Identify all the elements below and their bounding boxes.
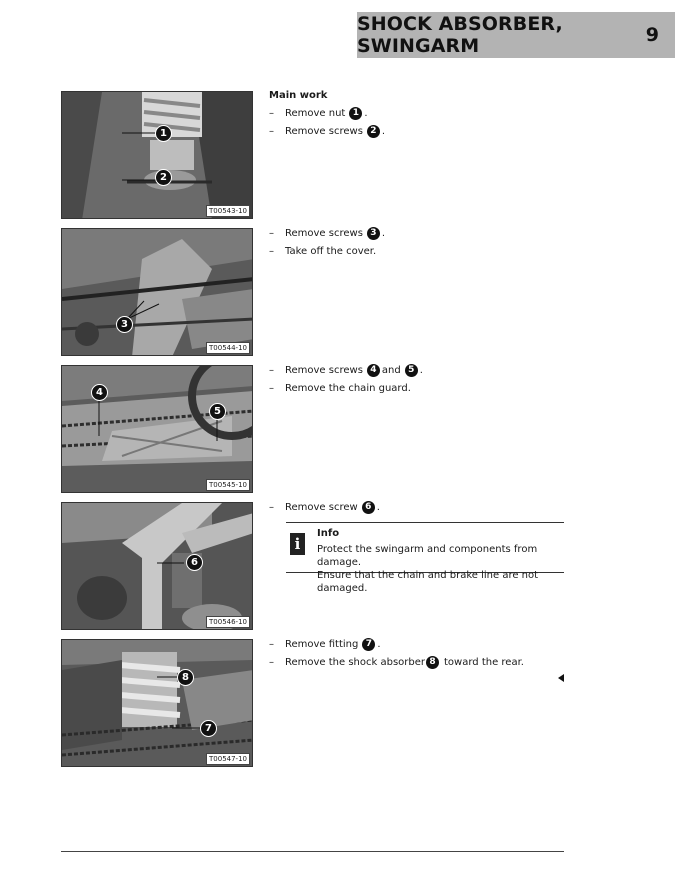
- callout-5: 5: [209, 403, 226, 420]
- step-connector: and: [381, 364, 401, 376]
- list-dash: –: [269, 364, 274, 376]
- step-remove-fitting-7: [269, 635, 524, 653]
- footer-divider: [61, 851, 564, 852]
- section-heading: Main work: [269, 90, 328, 101]
- figure-code: T00547-10: [206, 753, 250, 765]
- step-group-screw-6: [269, 498, 380, 516]
- list-dash: –: [269, 382, 274, 394]
- main-work-section: [269, 90, 385, 140]
- callout-7: 7: [200, 720, 217, 737]
- list-dash: –: [269, 501, 274, 513]
- info-title: Info: [317, 528, 340, 539]
- callout-1: 1: [155, 125, 172, 142]
- step-text: Take off the cover.: [285, 245, 377, 257]
- figure-cover: [61, 228, 253, 356]
- callout-4: 4: [91, 384, 108, 401]
- callout-2: 2: [155, 169, 172, 186]
- list-dash: –: [269, 107, 274, 119]
- step-remove-screw-6: [269, 498, 380, 516]
- step-remove-screws-2: [269, 122, 385, 140]
- step-suffix: .: [376, 501, 380, 513]
- step-remove-nut: [269, 104, 385, 122]
- figure-code: T00545-10: [206, 479, 250, 491]
- step-number-badge: 5: [405, 364, 418, 377]
- step-number-badge: 8: [426, 656, 439, 669]
- step-number-badge: 4: [367, 364, 380, 377]
- callout-8: 8: [177, 669, 194, 686]
- step-suffix: .: [364, 107, 368, 119]
- photo-chain-guard: [62, 366, 253, 493]
- step-text: Remove fitting: [285, 638, 359, 650]
- figure-shock-removal: [61, 639, 253, 767]
- section-end-marker: [558, 674, 564, 682]
- step-group-cover: [269, 224, 385, 260]
- photo-frame: [62, 503, 253, 630]
- info-line-2: Ensure that the chain and brake line are not damaged.: [317, 570, 539, 594]
- step-text: Remove screws: [285, 125, 363, 137]
- step-take-off-cover: [269, 242, 385, 260]
- step-suffix: .: [381, 227, 386, 239]
- step-remove-shock-absorber: [269, 653, 524, 671]
- step-number-badge: 2: [367, 125, 380, 138]
- list-dash: –: [269, 227, 274, 239]
- step-number-badge: 3: [367, 227, 380, 240]
- step-number-badge: 7: [362, 638, 375, 651]
- figure-chain-guard: [61, 365, 253, 493]
- list-dash: –: [269, 638, 274, 650]
- chapter-number: 9: [645, 24, 659, 46]
- figure-code: T00544-10: [206, 342, 250, 354]
- figure-code: T00543-10: [206, 205, 250, 217]
- step-text: Remove screws: [285, 227, 363, 239]
- step-number-badge: 1: [349, 107, 362, 120]
- step-text: Remove nut: [285, 107, 346, 119]
- step-remove-screws-3: [269, 224, 385, 242]
- step-number-badge: 6: [362, 501, 375, 514]
- figure-shock-top: [61, 91, 253, 219]
- step-text: Remove the shock absorber: [285, 656, 426, 668]
- page-header: [357, 12, 675, 58]
- step-text: Remove screws: [285, 364, 363, 376]
- callout-6: 6: [186, 554, 203, 571]
- step-group-chain-guard: [269, 361, 423, 397]
- page-title: SHOCK ABSORBER, SWINGARM: [357, 13, 563, 57]
- list-dash: –: [269, 656, 274, 668]
- list-dash: –: [269, 245, 274, 257]
- step-text: Remove the chain guard.: [285, 382, 411, 394]
- step-suffix: .: [419, 364, 423, 376]
- callout-3: 3: [116, 316, 133, 333]
- info-text: [317, 543, 564, 595]
- figure-code: T00546-10: [206, 616, 250, 628]
- step-remove-chain-guard: [269, 379, 423, 397]
- figure-screw-6: [61, 502, 253, 630]
- info-box: [286, 522, 564, 594]
- step-suffix: .: [381, 125, 386, 137]
- photo-cover: [62, 229, 253, 356]
- step-tail: toward the rear.: [444, 656, 524, 668]
- photo-shock-top: [62, 92, 253, 219]
- step-group-shock-removal: [269, 635, 524, 671]
- photo-shock-removal: [62, 640, 253, 767]
- step-remove-screws-4-5: [269, 361, 423, 379]
- step-suffix: .: [377, 638, 381, 650]
- info-line-1: Protect the swingarm and components from damage.: [317, 544, 538, 568]
- step-text: Remove screw: [285, 501, 358, 513]
- info-icon: i: [290, 533, 305, 555]
- list-dash: –: [269, 125, 274, 137]
